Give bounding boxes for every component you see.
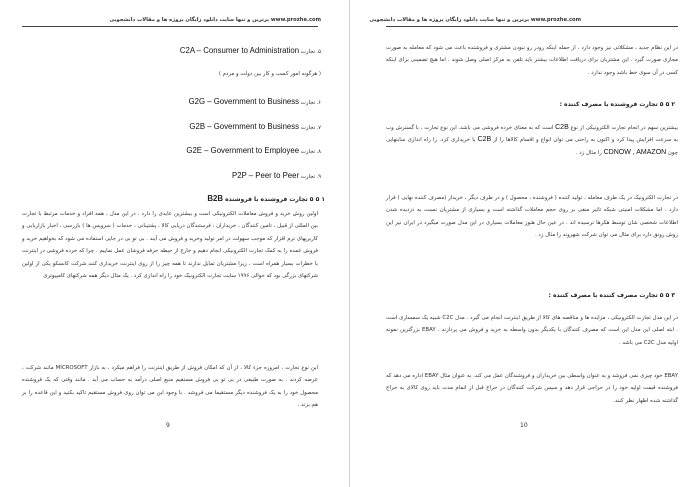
paragraph: اولین روش خرید و فروش معاملات الکترونیکی است و بیشترین عایدی را دارد . در این مدل ، همه افراد و خدمات مرتبط با تجارت بین المللی از قبیل ، تامین کنندگان ، خریداران ، فرستندگان دریایی کالا ، پشتیبانی ، خدمات ( سرویس ها ) بازرسی ، اخبار بازاریابی و کاربرپهای نرم افزار که موجب سهولت در امر تولید وخرید و فروش می آیند . بی تو بی در جایی استفاده می شود که بخواهیم خرید و فروش عمده را به کمک تجارت الکترونیکی انجام دهیم و خارج از حیطه حرفه فروشان عمل نماییم . چرا که خرده فروشی در اینترنت با خطرات بسیار همراه است ، زیرا مشتریان تمایل ندارند تا همه چیز را از روی اینترنت خریداری کنند شرکت کابسکو یکی از اولین شرکتهای بزرگی بود که حوالی ۱۹۹۶ سایت تجارت الکترونیک خود را راه اندازی کرد . یک مثال دیگر همه شرکتهای کامپیوتری: [22, 211, 318, 280]
list-item: ۹. تجارت P2P – Peer to Peer: [232, 171, 321, 180]
header-rule: [22, 26, 318, 27]
list-item: ۵. تجارت C2A – Consumer to Administration: [179, 46, 321, 55]
list-item: ۸. تجارت G2E – Government to Employee: [186, 146, 321, 155]
paragraph: در این نظام جدید ، مشکلاتی نیز وجود دارد ، از جمله اینکه رودر رو نبودن مشتری و فروشنده باعث می شود که معامله به صورت مجازی صورت گیرد . این مشتریان برای دریافت اطلاعات بیشتر باید تلفن به مرکز اصلی وصل شوند . اما هیچ تضمینی برای اینکه کسی در آن سوی خط باشد وجود ندارد .: [386, 45, 678, 76]
section-title: ۲ ۵ ۵ تجارت فروشنده با مصرف کننده :: [559, 101, 675, 108]
section-title: ۳ ۵ ۵ تجارت مصرف کننده با مصرف کننده :: [548, 292, 675, 299]
list-item: ۷. تجارت G2B – Government to Business: [189, 122, 321, 131]
list-item: ۶. تجارت G2G – Government to Business: [188, 97, 321, 106]
left-page: [0, 0, 349, 487]
page-number: 9: [166, 422, 170, 429]
header-rule: [386, 26, 678, 27]
paragraph: در تجارت الکترونیک در یک طرف معامله ، تولید کننده ( فروشنده ، محصول ) و در طرف دیگر ، خریدار (مصرف کننده نهایی ) قرار دارد . اما مشکلات امنیتی شبکه تاثیر منفی بر روی حجم معاملات گذاشته است و بسیاری از مشتریان نسبت به دزدیده شدن اطلاعات شخصی شان توسط هکرها ترسیده اند . در عین حال هنوز معاملات بسیاری در این مدل صورت میگیرد در ایران نیز این روش رونق دارد برای مثال می توان شرکت شهروند را مثال زد .: [386, 195, 678, 239]
paragraph: این نوع تجارت ، امروزه جزء کالا ، از آن که امکان فروش از طریق اینترنت را فراهم میکرد ، به بازار MICROSOFT مانند شرکت ، عرضه کردند . به صورت طبیعی در بی تو بی فروش مستقیم منبع اصلی درآمد به حساب می آید . مانند وقتی که یک فروشنده محصول خود را به یک فروشنده دیگر مستقیما می فروشد . با وجود این می توان روی فروش مستقیم تاکید بکنید و این قاعده را بر هم بزند .: [22, 365, 318, 409]
paragraph: در این مدل تجارت الکترونیکی ، مزایده ها و مناقصه های کالا از طریق اینترنت انجام می گیرد . مدل C2C شبیه یک سمساری است . ابته اصلی این مدل این است که مصرف کنندگان با یکدیگر بدون واسطه به خرید و فروش می پردازند . EBAY بزرگترین نمونه اولیه مدل C2C می باشد .: [386, 315, 678, 346]
paragraph: بیشترین سهم در انجام تجارت الکترونیکی از نوع C2B است که به معنای خرده فروشی می باشد. این نوع تجارت ، با گسترش وب به سرعت افزایش پیدا کرد و اکنون به راحتی می توان انواع و اقسام کالاها را از C2B با خریداری کرد. را راه اندازی سایتهایی چون CDNOW , AMAZON را مثال زد .: [386, 124, 678, 156]
page-header: www.prozhe.com برترین و تنها سایت دانلود رایگان پروژه ها و مقالات دانشجویی: [109, 17, 321, 23]
section-title: ۱ ۵ ۵ تجارت فروشنده با فروشنده B2B: [207, 194, 325, 203]
list-item: ( هرگونه امور کسب و کار بین دولت و مردم ): [218, 71, 321, 77]
page-header: www.prozhe.com برترین و تنها سایت دانلود رایگان پروژه ها و مقالات دانشجویی: [369, 17, 581, 23]
right-page: [350, 0, 699, 487]
paragraph: EBAY خود چیزی نمی فروشد و به عنوان واسطی بین خریداران و فروشندگان عمل می کند. به عنوان مثال EBAY اداره می دهد که فروشنده قیمت اولیه خود را در حراجی قرار دهد و سپس شرکت کنندگان در حراج قبل از اتمام مدت باید روی کالای به حراج گذاشته شده اظهار نظر کنند.: [386, 373, 678, 404]
page-number: 10: [520, 422, 528, 429]
